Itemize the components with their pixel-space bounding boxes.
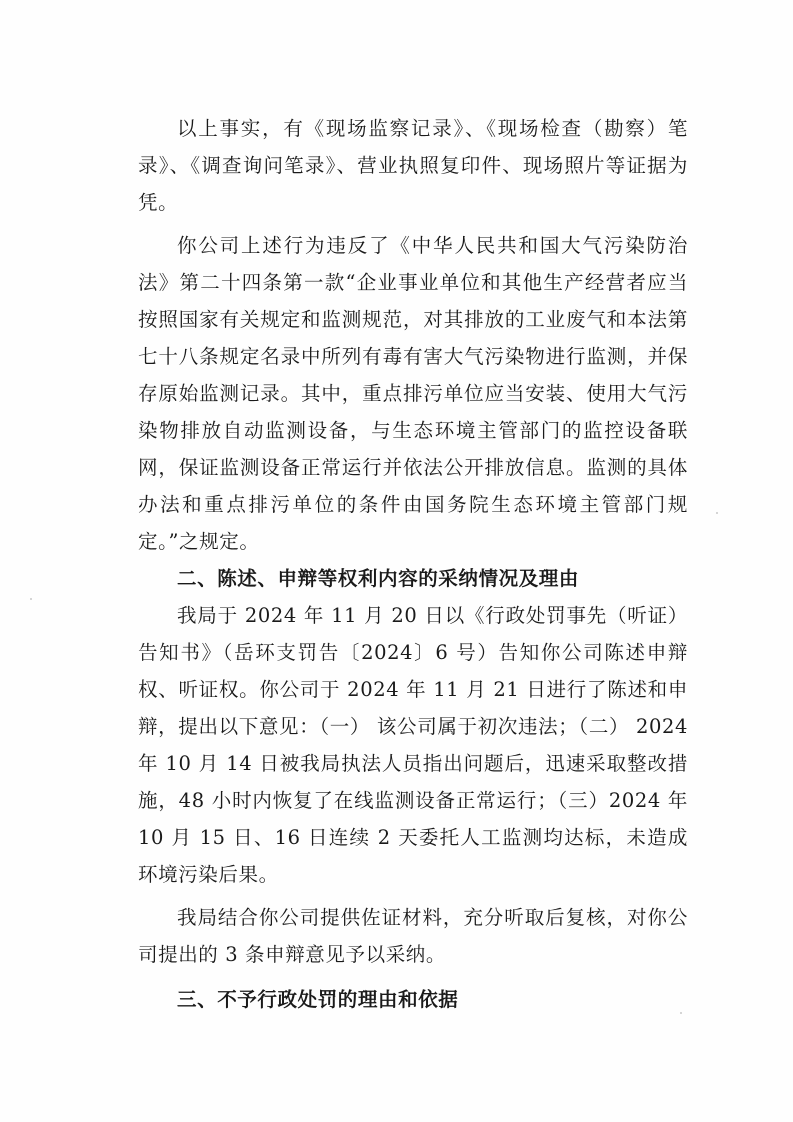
document-body [138,110,688,1018]
scan-speck [30,598,32,600]
section-heading-statement-defense: 二、陈述、申辩等权利内容的采纳情况及理由 [177,567,580,590]
evidence-paragraph: 以上事实，有《现场监察记录》、《现场检查（勘察）笔录》、《调查询问笔录》、营业执照复印件、现场照片等证据为凭。 [138,117,688,214]
section-heading-no-penalty-basis: 三、不予行政处罚的理由和依据 [177,988,459,1011]
adoption-paragraph: 我局结合你公司提供佐证材料，充分听取后复核，对你公司提出的 3 条申辩意见予以采纳。 [138,906,688,966]
statement-defense-paragraph: 我局于 2024 年 11 月 20 日以《行政处罚事先（听证）告知书》（岳环支罚告〔2024〕6 号）告知你公司陈述申辩权、听证权。你公司于 2024 年 11 月 21 日进行了陈述和申辩，提出以下意见：（一） 该公司属于初次违法；（二） 2024 年 10 月 14 日被我局执法人员指出问题后，迅速采取整改措施，48 小时内恢复了在线监测设备正常运行；（三）2024 年 10 月 15 日、16 日连续 2 天委托人工监测均达标，未造成环境污染后果。 [138,604,688,886]
scan-speck [680,1012,682,1014]
violation-paragraph: 你公司上述行为违反了《中华人民共和国大气污染防治法》第二十四条第一款“企业事业单位和其他生产经营者应当按照国家有关规定和监测规范，对其排放的工业废气和本法第七十八条规定名录中所列有毒有害大气污染物进行监测，并保存原始监测记录。其中，重点排污单位应当安装、使用大气污染物排放自动监测设备，与生态环境主管部门的监控设备联网，保证监测设备正常运行并依法公开排放信息。监测的具体办法和重点排污单位的条件由国务院生态环境主管部门规定。”之规定。 [138,234,688,553]
scan-speck [716,512,718,514]
